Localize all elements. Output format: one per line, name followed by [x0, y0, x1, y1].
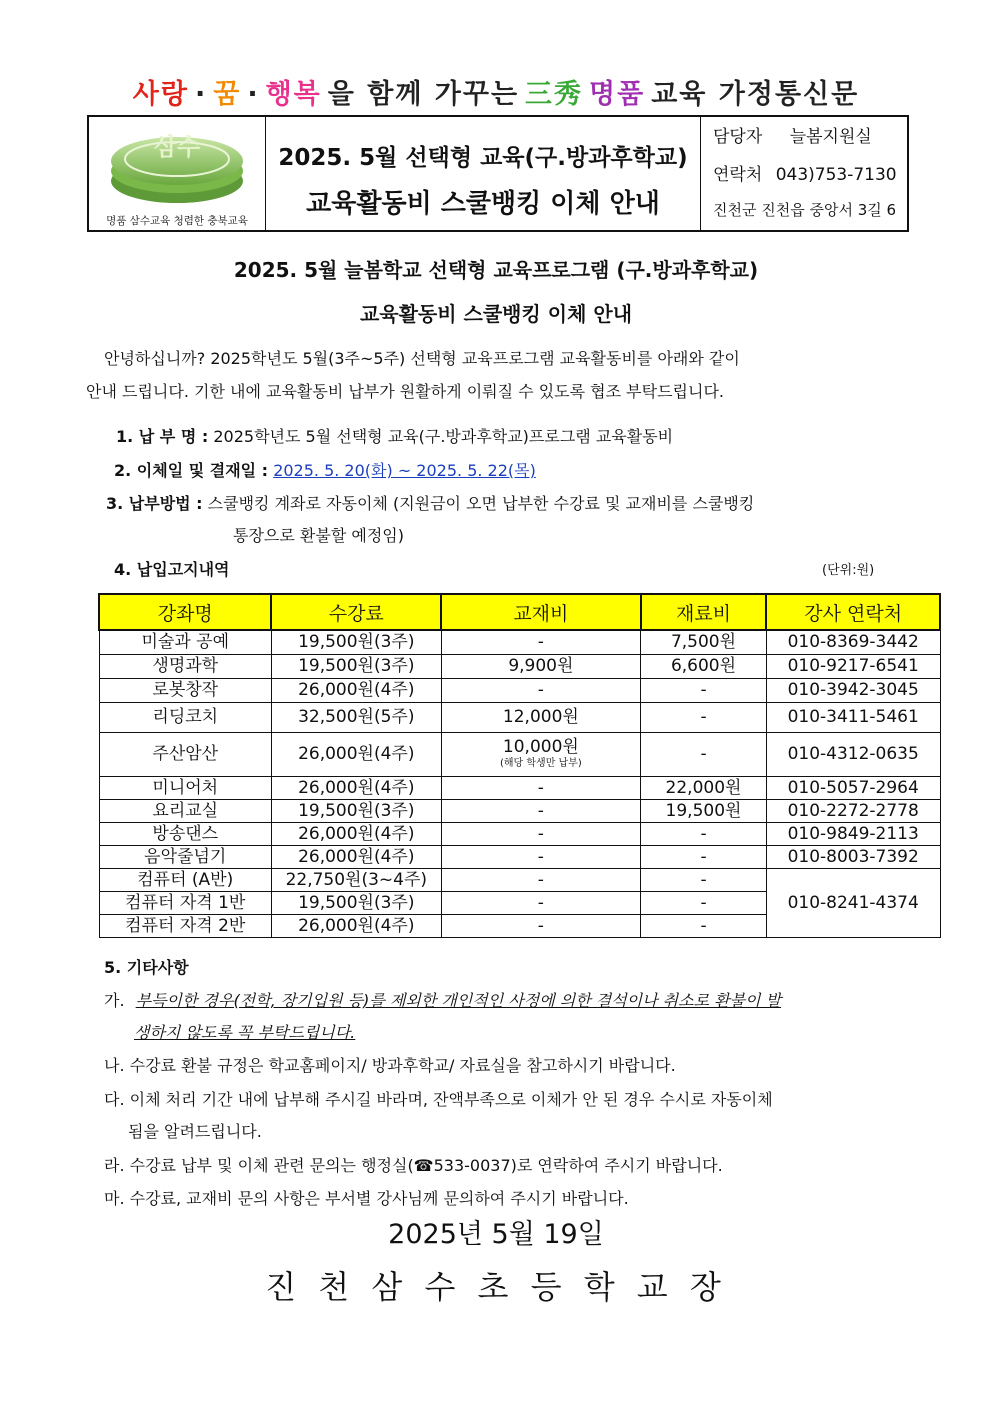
etc-ga-line1: 부득이한 경우(전학, 장기입원 등)를 제외한 개인적인 사정에 의한 결석이나 취소로 환불이 발: [135, 991, 782, 1010]
etc-da-line1: 다. 이체 처리 기간 내에 납부해 주시길 바라며, 잔액부족으로 이체가 안 된 경우 수시로 자동이체: [104, 1090, 773, 1109]
table-row: [99, 678, 940, 702]
book-fee: -: [441, 914, 641, 937]
manager-label: 담당자: [713, 127, 763, 147]
course-fee: 19,500원(3주): [271, 891, 441, 914]
course-fee: 26,000원(4주): [271, 822, 441, 845]
intro-line2: 안내 드립니다. 기한 내에 교육활동비 납부가 원활하게 이뤄질 수 있도록 협조 부탁드립니다.: [86, 382, 724, 401]
table-row: [99, 732, 940, 776]
header-title-line1: 2025. 5월 선택형 교육(구.방과후학교): [278, 145, 688, 171]
newsletter-banner: [0, 72, 992, 111]
unit-label: (단위:원): [822, 563, 875, 578]
item2-value: 2025. 5. 20(화) ~ 2025. 5. 22(목): [273, 461, 536, 480]
course-name: 생명과학: [99, 654, 271, 678]
course-name: 컴퓨터 자격 2반: [99, 914, 271, 937]
col-contact: 강사 연락처: [766, 594, 940, 630]
address: 진천군 진천읍 중앙서 3길 6: [713, 201, 897, 219]
book-fee: -: [441, 891, 641, 914]
course-name: 음악줄넘기: [99, 845, 271, 868]
table-row: [99, 776, 940, 799]
instructor-contact: 010-9849-2113: [766, 822, 940, 845]
instructor-contact: 010-3411-5461: [766, 702, 940, 732]
banner-part: ·: [247, 79, 260, 110]
course-fee: 26,000원(4주): [271, 914, 441, 937]
table-row: [99, 868, 940, 891]
course-name: 주산암산: [99, 732, 271, 776]
table-row: [99, 702, 940, 732]
col-course: 강좌명: [99, 594, 271, 630]
phone-value: 043)753-7130: [775, 165, 897, 185]
manager-value: 늘봄지원실: [789, 127, 872, 147]
etc-na: 나. 수강료 환불 규정은 학교홈페이지/ 방과후학교/ 자료실을 참고하시기 바랍니다.: [104, 1056, 676, 1075]
course-fee: 26,000원(4주): [271, 845, 441, 868]
col-fee: 수강료: [271, 594, 441, 630]
contact-cell: [701, 117, 907, 230]
logo-slogan: 명품 삼수교육 청렴한 충북교육: [106, 215, 248, 227]
course-fee: 22,750원(3~4주): [271, 868, 441, 891]
issue-date: 2025년 5월 19일: [388, 1219, 604, 1250]
course-name: 방송댄스: [99, 822, 271, 845]
col-book: 교재비: [441, 594, 641, 630]
course-fee: 26,000원(4주): [271, 678, 441, 702]
header-title-line2: 교육활동비 스쿨뱅킹 이체 안내: [306, 189, 660, 219]
etc-da-line2: 됨을 알려드립니다.: [128, 1122, 262, 1141]
instructor-contact: 010-3942-3045: [766, 678, 940, 702]
material-fee: -: [641, 868, 767, 891]
book-fee: -: [441, 868, 641, 891]
item1-value: 2025학년도 5월 선택형 교육(구.방과후학교)프로그램 교육활동비: [213, 427, 674, 446]
table-row: [99, 845, 940, 868]
table-row: [99, 799, 940, 822]
book-fee-note: (해당 학생만 납부): [499, 758, 582, 769]
book-fee: 9,900원: [441, 654, 641, 678]
material-fee: -: [641, 845, 767, 868]
banner-part: 사랑: [132, 79, 189, 110]
instructor-contact: 010-8241-4374: [766, 868, 940, 937]
course-fee: 32,500원(5주): [271, 702, 441, 732]
course-fee: 26,000원(4주): [271, 732, 441, 776]
item2-label: 2. 이체일 및 결재일 :: [114, 461, 269, 480]
material-fee: 7,500원: [641, 630, 767, 654]
course-name: 컴퓨터 (A반): [99, 868, 271, 891]
logo-cell: [89, 117, 266, 230]
book-fee: -: [441, 678, 641, 702]
banner-part: ·: [194, 79, 208, 110]
book-fee: -: [441, 822, 641, 845]
etc-ga-label: 가.: [104, 991, 125, 1010]
doc-title-line2: 교육활동비 스쿨뱅킹 이체 안내: [359, 302, 633, 326]
course-name: 요리교실: [99, 799, 271, 822]
phone-label: 연락처: [713, 165, 763, 185]
material-fee: -: [641, 702, 767, 732]
book-fee: -: [441, 799, 641, 822]
instructor-contact: 010-9217-6541: [766, 654, 940, 678]
banner-part: 을 함께 가꾸는: [327, 79, 520, 110]
school-logo-icon: [89, 117, 265, 217]
etc-ga-line2: 생하지 않도록 꼭 부탁드립니다.: [134, 1023, 356, 1042]
banner-part: 행복: [265, 79, 322, 110]
title-cell: [266, 117, 701, 230]
course-fee: 19,500원(3주): [271, 654, 441, 678]
course-name: 로봇창작: [99, 678, 271, 702]
material-fee: -: [641, 891, 767, 914]
banner-part: 교육 가정통신문: [651, 79, 860, 110]
table-header-row: [99, 594, 940, 630]
col-material: 재료비: [641, 594, 767, 630]
header-box: [87, 115, 909, 232]
course-name: 미니어처: [99, 776, 271, 799]
book-fee: [441, 732, 641, 776]
table-row: [99, 630, 940, 654]
item3-value-line2: 통장으로 환불할 예정임): [233, 526, 404, 545]
banner-part: 명품: [589, 79, 646, 110]
course-fee: 26,000원(4주): [271, 776, 441, 799]
svg-text:삼수: 삼수: [153, 133, 201, 161]
item3-label: 3. 납부방법 :: [106, 494, 203, 513]
instructor-contact: 010-2272-2778: [766, 799, 940, 822]
etc-ma: 마. 수강료, 교재비 문의 사항은 부서별 강사님께 문의하여 주시기 바랍니다.: [104, 1189, 629, 1208]
banner-part: 三秀: [525, 79, 584, 110]
instructor-contact: 010-8369-3442: [766, 630, 940, 654]
material-fee: -: [641, 914, 767, 937]
item4-label: 4. 납입고지내역: [114, 560, 230, 579]
course-name: 미술과 공예: [99, 630, 271, 654]
material-fee: -: [641, 822, 767, 845]
material-fee: -: [641, 678, 767, 702]
instructor-contact: 010-8003-7392: [766, 845, 940, 868]
instructor-contact: 010-4312-0635: [766, 732, 940, 776]
material-fee: -: [641, 732, 767, 776]
item1-label: 1. 납 부 명 :: [116, 427, 209, 446]
etc-heading: 5. 기타사항: [104, 958, 189, 977]
book-fee: -: [441, 776, 641, 799]
fee-table: [98, 593, 941, 938]
doc-title-line1: 2025. 5월 늘봄학교 선택형 교육프로그램 (구.방과후학교): [233, 258, 759, 282]
instructor-contact: 010-5057-2964: [766, 776, 940, 799]
principal-signature: 진 천 삼 수 초 등 학 교 장: [265, 1268, 727, 1306]
book-fee: -: [441, 845, 641, 868]
table-row: [99, 822, 940, 845]
material-fee: 22,000원: [641, 776, 767, 799]
book-fee-value: 10,000원: [502, 737, 579, 757]
table-row: [99, 654, 940, 678]
banner-part: 꿈: [213, 79, 242, 110]
etc-ra: 라. 수강료 납부 및 이체 관련 문의는 행정실(☎533-0037)로 연락하여 주시기 바랍니다.: [104, 1156, 723, 1175]
course-fee: 19,500원(3주): [271, 799, 441, 822]
book-fee: -: [441, 630, 641, 654]
material-fee: 19,500원: [641, 799, 767, 822]
course-name: 컴퓨터 자격 1반: [99, 891, 271, 914]
intro-line1: 안녕하십니까? 2025학년도 5월(3주~5주) 선택형 교육프로그램 교육활동비를 아래와 같이: [104, 349, 740, 368]
course-name: 리딩코치: [99, 702, 271, 732]
book-fee: 12,000원: [441, 702, 641, 732]
course-fee: 19,500원(3주): [271, 630, 441, 654]
material-fee: 6,600원: [641, 654, 767, 678]
item3-value-line1: 스쿨뱅킹 계좌로 자동이체 (지원금이 오면 납부한 수강료 및 교재비를 스쿨뱅킹: [207, 494, 755, 513]
